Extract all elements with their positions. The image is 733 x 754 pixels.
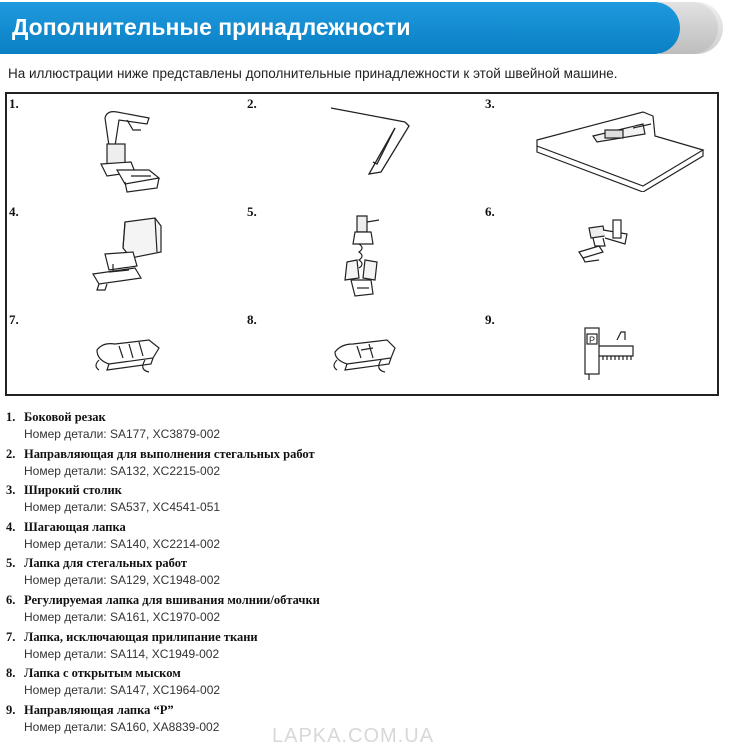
cell-number: 6. [485, 204, 495, 219]
page-header [0, 2, 733, 56]
intro-text: На иллюстрации ниже представлены дополнительные принадлежности к этой швейной машине. [8, 66, 618, 81]
watermark: LAPKA.COM.UA [272, 725, 435, 747]
illustration-cell-3 [483, 94, 721, 202]
item-name: Лапка для стегальных работ [24, 556, 187, 571]
illustration-cell-8 [245, 310, 483, 418]
item-part-number: Номер детали: SA537, XC4541-051 [24, 500, 221, 515]
illustration-cell-9 [483, 310, 721, 418]
page-title: Дополнительные принадлежности [12, 14, 411, 40]
cell-number: 4. [9, 204, 19, 219]
quilting-foot-icon [333, 210, 397, 304]
item-number: 8. [6, 666, 16, 681]
illustration-cell-4 [7, 202, 245, 310]
item-name: Боковой резак [24, 410, 106, 424]
side-cutter-icon [87, 106, 167, 198]
item-number: 3. [6, 483, 16, 498]
illustration-cell-6 [483, 202, 721, 310]
guide-foot-p-icon [579, 322, 639, 382]
list-item [6, 483, 706, 520]
item-name: Направляющая лапка “P” [24, 702, 174, 717]
list-item [6, 520, 706, 557]
list-item [6, 447, 706, 484]
non-stick-foot-icon [89, 330, 169, 380]
item-number: 4. [6, 519, 16, 534]
item-name: Регулируемая лапка для вшивания молнии/обтачки [24, 592, 320, 607]
item-number: 9. [6, 702, 16, 717]
list-item [6, 556, 706, 593]
item-part-number: Номер детали: SA160, XA8839-002 [24, 719, 220, 734]
cell-number: 1. [9, 96, 19, 111]
item-part-number: Номер детали: SA177, XC3879-002 [24, 427, 221, 441]
item-part-number: Номер детали: SA114, XC1949-002 [24, 646, 220, 661]
item-part-number: Номер детали: SA129, XC1948-002 [24, 573, 221, 588]
svg-text:P: P [589, 335, 596, 345]
wide-table-icon [533, 106, 713, 192]
illustration-cell-7 [7, 310, 245, 418]
item-name: Лапка, исключающая прилипание ткани [24, 629, 258, 644]
cell-number: 5. [247, 204, 257, 219]
list-item [6, 630, 706, 667]
item-part-number: Номер детали: SA140, XC2214-002 [24, 536, 221, 551]
list-item [6, 666, 706, 703]
item-name: Шагающая лапка [24, 519, 126, 534]
item-part-number: Номер детали: SA161, XC1970-002 [24, 609, 221, 624]
item-number: 7. [6, 629, 16, 644]
item-part-number: Номер детали: SA147, XC1964-002 [24, 683, 221, 698]
illustration-cell-1 [7, 94, 245, 202]
zipper-foot-icon [569, 216, 639, 276]
accessories-illustration-grid [5, 92, 719, 396]
list-item [6, 410, 706, 447]
cell-number: 7. [9, 312, 19, 327]
item-name: Лапка с открытым мыском [24, 666, 181, 681]
item-number: 6. [6, 592, 16, 607]
illustration-cell-2 [245, 94, 483, 202]
accessories-list [6, 410, 706, 739]
cell-number: 2. [247, 96, 257, 111]
item-number: 5. [6, 556, 16, 571]
item-name: Направляющая для выполнения стегальных работ [24, 446, 315, 461]
cell-number: 8. [247, 312, 257, 327]
item-part-number: Номер детали: SA132, XC2215-002 [24, 463, 221, 478]
cell-number: 9. [485, 312, 495, 327]
cell-number: 3. [485, 96, 495, 111]
walking-foot-icon [85, 212, 177, 296]
illustration-cell-5 [245, 202, 483, 310]
list-item [6, 593, 706, 630]
item-number: 1. [6, 410, 16, 424]
item-name: Широкий столик [24, 483, 122, 498]
open-toe-foot-icon [325, 330, 405, 380]
quilting-guide-icon [325, 102, 415, 178]
item-number: 2. [6, 446, 16, 461]
header-decoration [675, 2, 723, 54]
